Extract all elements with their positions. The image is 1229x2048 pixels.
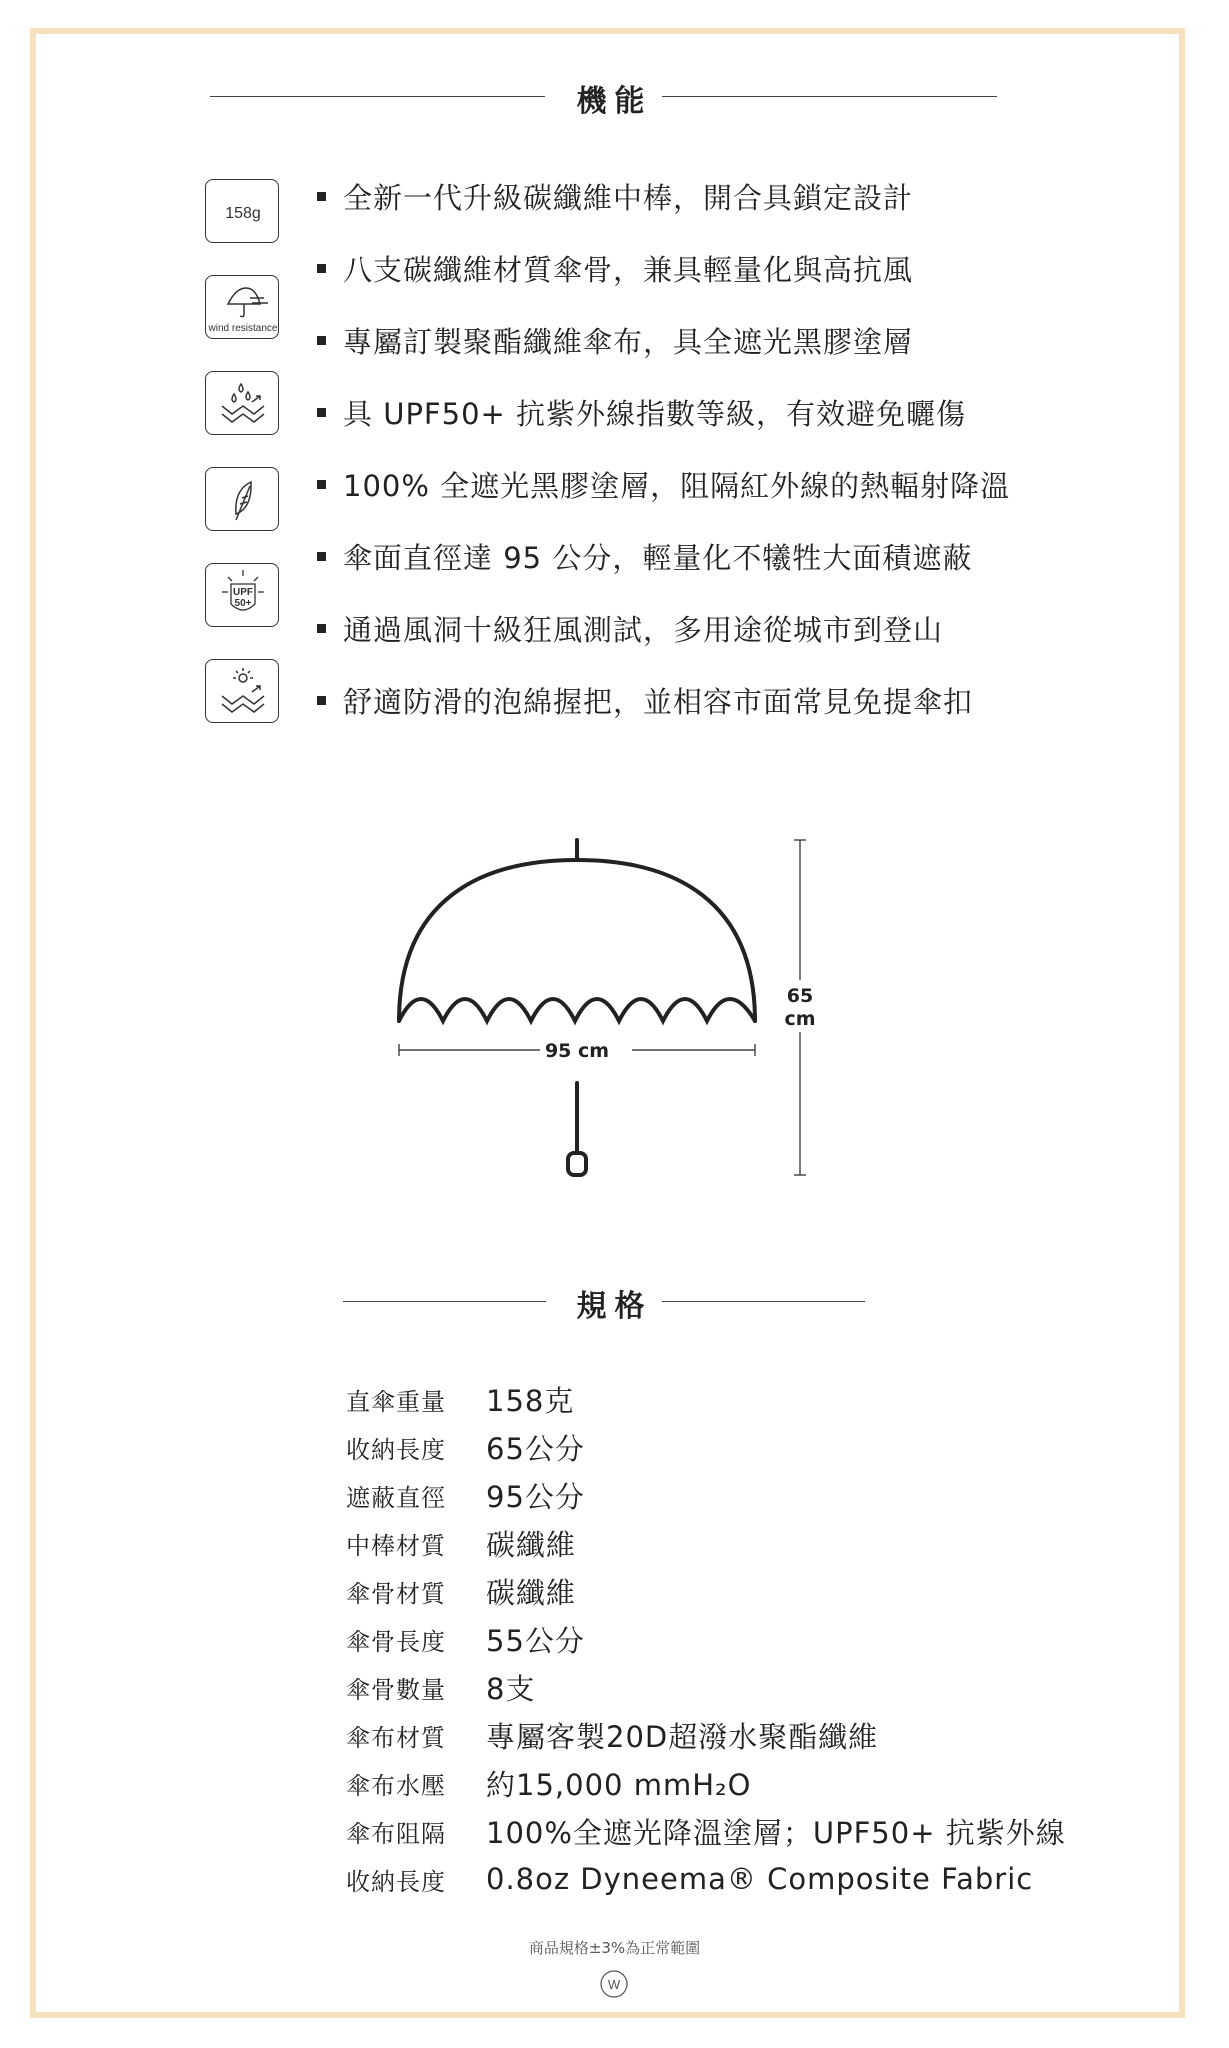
- wind-icon-label: wind resistance: [208, 323, 278, 334]
- spec-row: [346, 1619, 585, 1659]
- spec-value: 65公分: [486, 1431, 585, 1466]
- spec-row: [346, 1427, 585, 1467]
- diameter-label: 95 cm: [544, 1040, 610, 1062]
- feature-item-2: 八支碳纖維材質傘骨，兼具輕量化與高抗風: [317, 248, 913, 288]
- spec-label: 傘布材質: [346, 1723, 446, 1752]
- brand-logo-icon: [599, 1969, 629, 1999]
- spec-value: 95公分: [486, 1479, 585, 1514]
- spec-row: [346, 1811, 1066, 1851]
- spec-label: 收納長度: [346, 1867, 446, 1896]
- feature-item-3: 專屬訂製聚酯纖維傘布，具全遮光黑膠塗層: [317, 320, 913, 360]
- specs-title: 規格: [576, 1289, 653, 1324]
- spec-value: 碳纖維: [486, 1527, 577, 1562]
- spec-value: 碳纖維: [486, 1575, 577, 1610]
- spec-row: [346, 1475, 585, 1515]
- spec-value: 0.8oz Dyneema® Composite Fabric: [486, 1862, 1034, 1896]
- spec-label: 傘骨材質: [346, 1579, 446, 1608]
- umbrella-handle: [568, 1153, 586, 1175]
- spec-label: 直傘重量: [346, 1387, 446, 1416]
- spec-row: [346, 1859, 1033, 1899]
- spec-value: 專屬客製20D超潑水聚酯纖維: [486, 1719, 879, 1754]
- spec-row: [346, 1715, 878, 1755]
- spec-value: 55公分: [486, 1623, 585, 1658]
- height-value-label: 65: [786, 985, 814, 1007]
- spec-tolerance-note: 商品規格±3%為正常範圍: [528, 1939, 701, 1957]
- spec-value: 100%全遮光降溫塗層；UPF50+ 抗紫外線: [486, 1815, 1066, 1850]
- feature-item-1: 全新一代升級碳纖維中棒，開合具鎖定設計: [317, 176, 913, 216]
- spec-row: [346, 1571, 576, 1611]
- spec-value: 158克: [486, 1383, 575, 1418]
- feature-item-5: 100% 全遮光黑膠塗層，阻隔紅外線的熱輻射降溫: [317, 464, 1010, 504]
- feature-item-8: 舒適防滑的泡綿握把，並相容市面常見免提傘扣: [317, 680, 973, 720]
- feature-item-4: 具 UPF50+ 抗紫外線指數等級，有效避免曬傷: [317, 392, 966, 432]
- spec-row: [346, 1667, 535, 1707]
- feature-item-6: 傘面直徑達 95 公分，輕量化不犧牲大面積遮蔽: [317, 536, 972, 576]
- spec-value: 8支: [486, 1671, 536, 1706]
- brand-logo-letter: W: [607, 1977, 621, 1992]
- spec-label: 收納長度: [346, 1435, 446, 1464]
- upf-icon-bottom: 50+: [234, 598, 252, 609]
- spec-label: 傘布水壓: [346, 1771, 446, 1800]
- spec-value: 約15,000 mmH₂O: [486, 1767, 752, 1802]
- spec-row: [346, 1523, 576, 1563]
- spec-row: [346, 1763, 751, 1803]
- spec-row: [346, 1379, 574, 1419]
- weight-icon-label: 158g: [225, 205, 261, 222]
- spec-label: 遮蔽直徑: [346, 1483, 446, 1512]
- specs-title-rule-right: [662, 1301, 865, 1302]
- features-title: 機能: [576, 84, 653, 119]
- spec-label: 傘布阻隔: [346, 1819, 446, 1848]
- spec-label: 傘骨數量: [346, 1675, 446, 1704]
- upf-icon-top: UPF: [233, 587, 253, 598]
- spec-label: 中棒材質: [346, 1531, 446, 1560]
- umbrella-scallop-edge: [399, 999, 755, 1021]
- umbrella-canopy: [399, 860, 755, 1021]
- height-unit-label: cm: [784, 1008, 816, 1030]
- feature-item-7: 通過風洞十級狂風測試，多用途從城市到登山: [317, 608, 943, 648]
- spec-label: 傘骨長度: [346, 1627, 446, 1656]
